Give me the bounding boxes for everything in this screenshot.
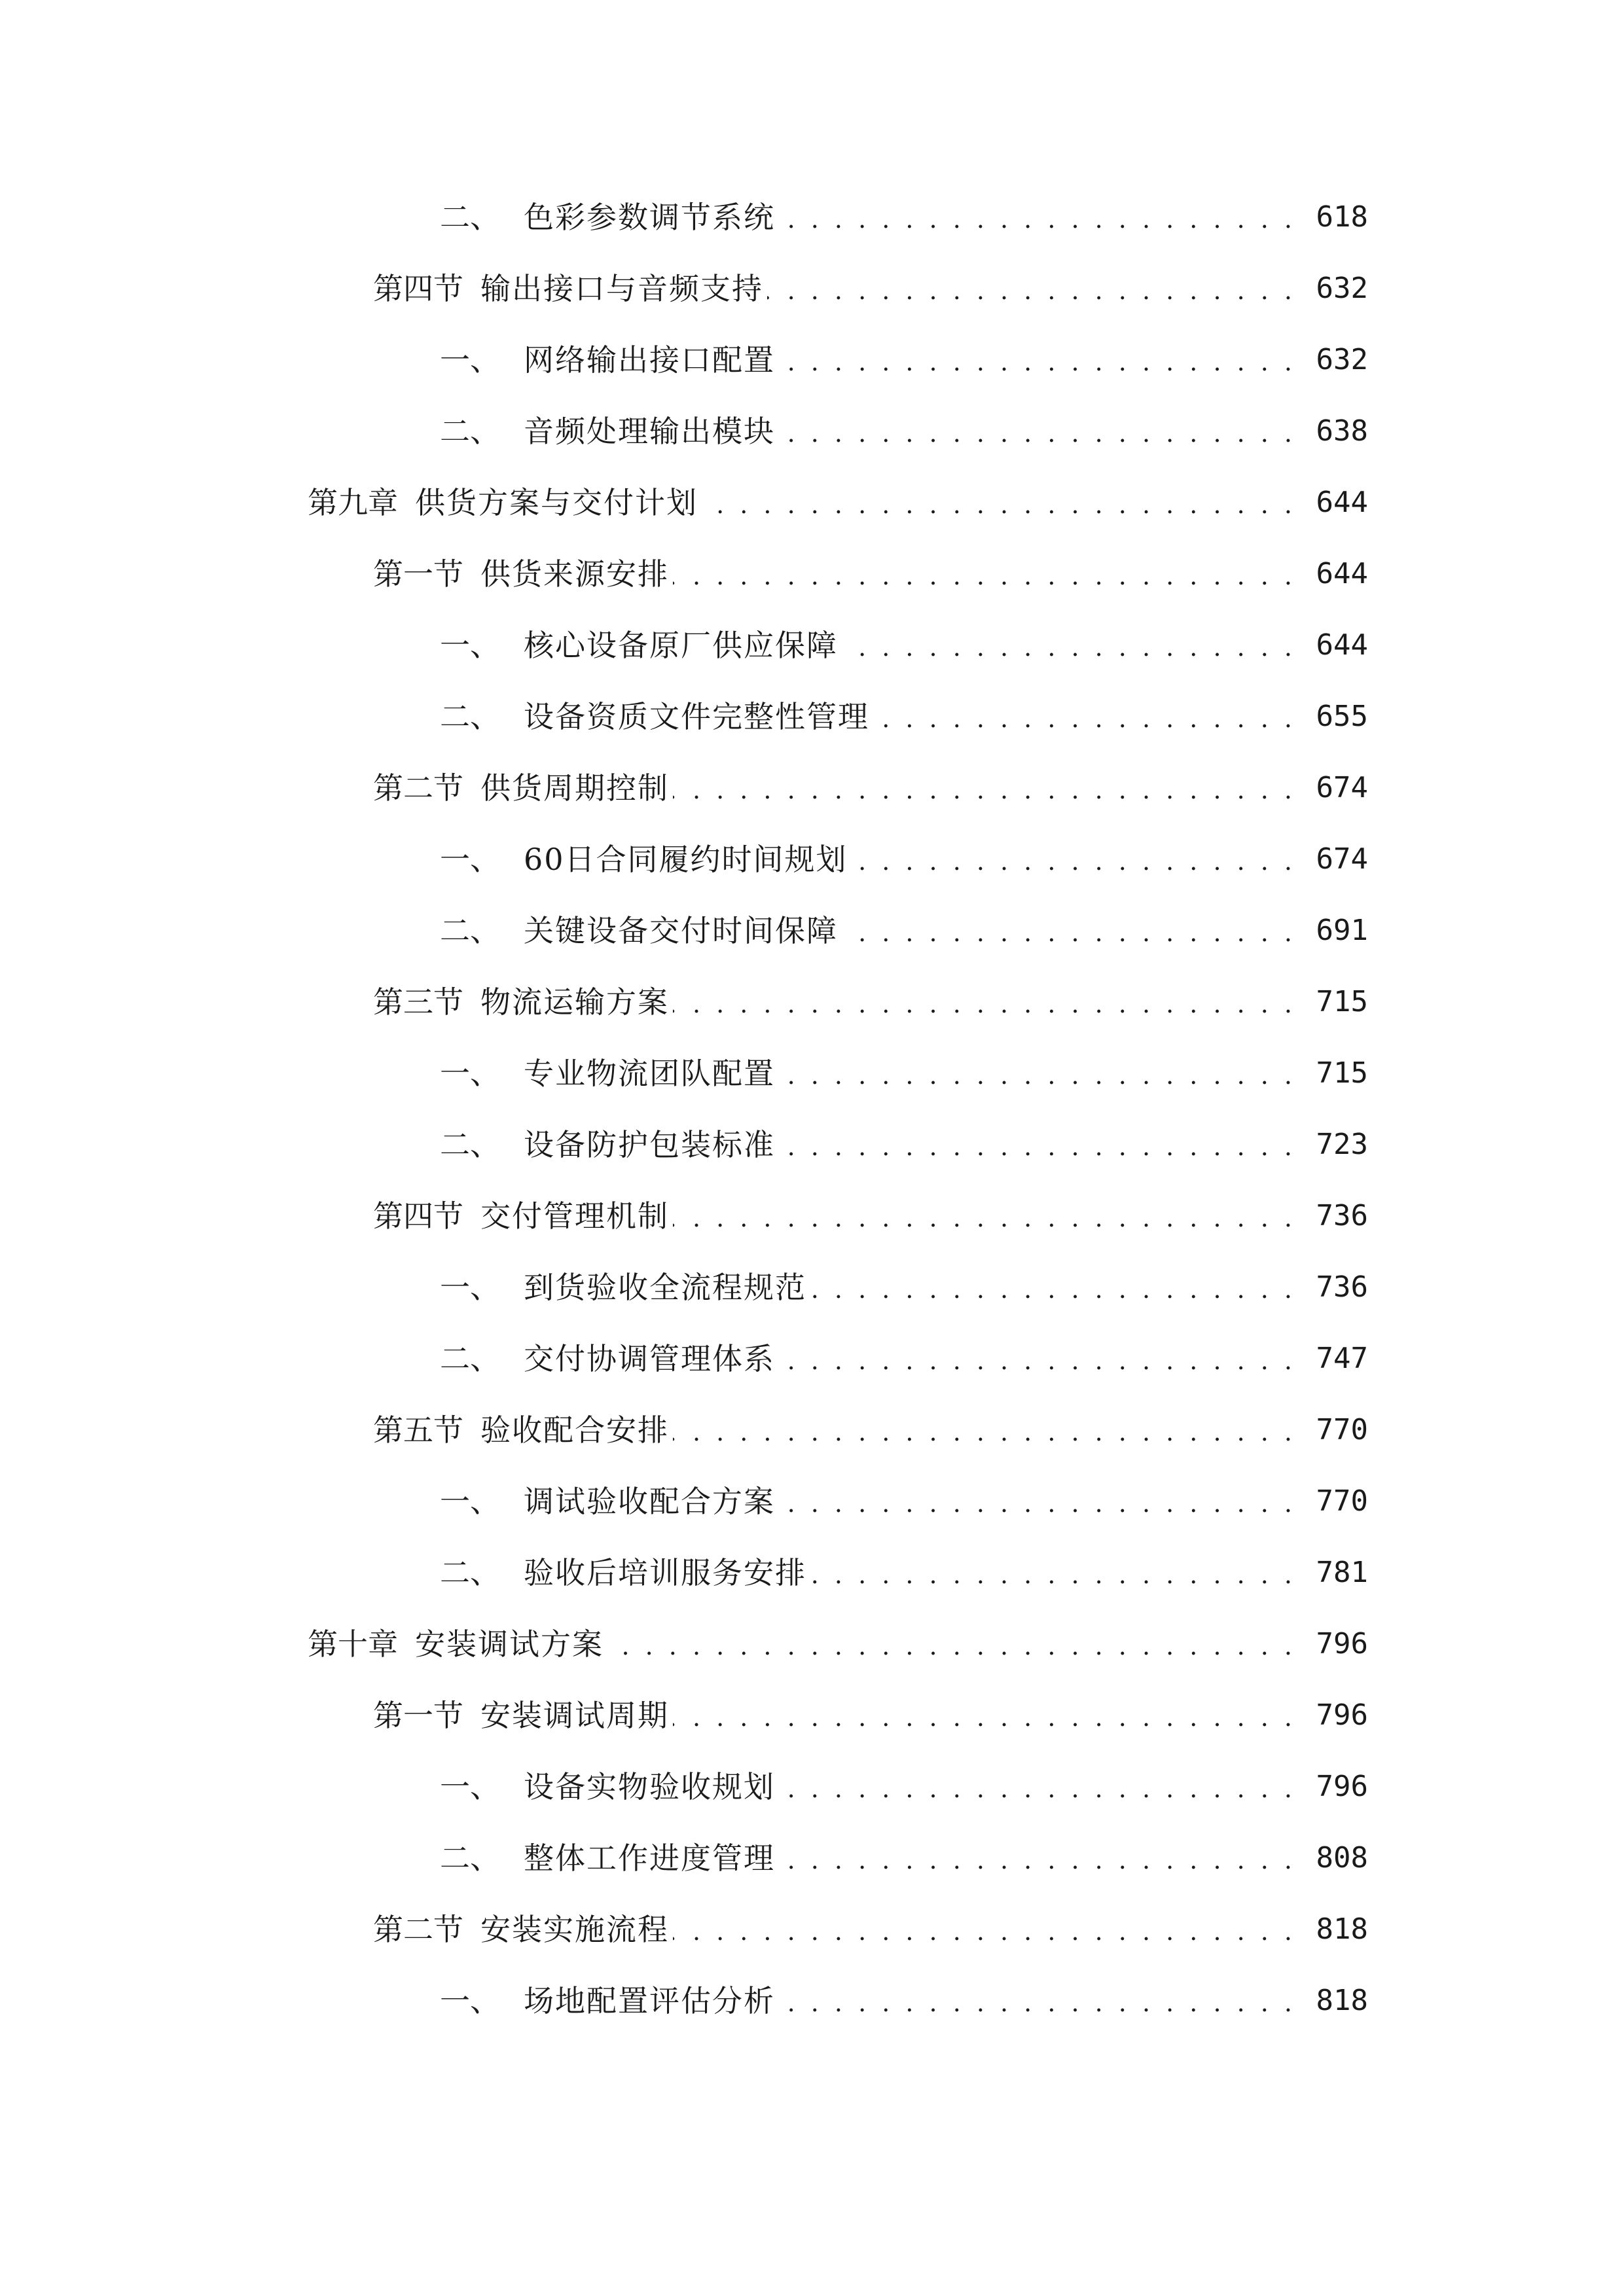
toc-entry-title: 验收配合安排 — [480, 1412, 669, 1448]
toc-entry[interactable] — [440, 1549, 1368, 1596]
dot-leader — [673, 1407, 1296, 1454]
toc-entry-title: 设备防护包装标准 — [524, 1127, 775, 1162]
toc-entry[interactable] — [440, 336, 1368, 384]
toc-entry-page: 644 — [1316, 628, 1368, 662]
toc-entry-page: 644 — [1316, 486, 1368, 519]
dot-leader — [779, 1121, 1296, 1168]
toc-entry[interactable] — [373, 1407, 1368, 1454]
toc-entry-page: 655 — [1316, 700, 1368, 733]
toc-entry-number: 二、 — [440, 200, 500, 235]
toc-entry-title: 60日合同履约时间规划 — [524, 842, 848, 877]
toc-entry-title: 核心设备原厂供应保障 — [524, 628, 838, 663]
dot-leader — [842, 907, 1296, 954]
toc-entry[interactable] — [440, 1121, 1368, 1168]
toc-entry-number: 第四节 — [373, 271, 463, 306]
toc-entry-number: 二、 — [440, 1555, 500, 1590]
dot-leader — [779, 1977, 1296, 2024]
toc-entry[interactable] — [373, 1906, 1368, 1953]
toc-entry-title: 物流运输方案 — [480, 984, 669, 1020]
toc-entry[interactable] — [373, 978, 1368, 1026]
toc-entry[interactable] — [308, 479, 1368, 526]
toc-entry[interactable] — [440, 408, 1368, 455]
dot-leader — [673, 1193, 1296, 1240]
toc-entry-number: 二、 — [440, 1840, 500, 1876]
toc-entry-title: 供货来源安排 — [480, 556, 669, 592]
toc-entry-page: 632 — [1316, 343, 1368, 376]
toc-entry[interactable] — [440, 194, 1368, 241]
toc-entry-number: 二、 — [440, 1127, 500, 1162]
toc-entry[interactable] — [440, 836, 1368, 883]
toc-entry-number: 第四节 — [373, 1198, 463, 1234]
toc-entry[interactable] — [373, 1193, 1368, 1240]
toc-entry-page: 818 — [1316, 1984, 1368, 2017]
dot-leader — [779, 336, 1296, 384]
toc-entry[interactable] — [373, 265, 1368, 312]
toc-entry-page: 818 — [1316, 1912, 1368, 1946]
dot-leader — [779, 1835, 1296, 1882]
toc-entry-page: 808 — [1316, 1841, 1368, 1874]
toc-entry-number: 第三节 — [373, 984, 463, 1020]
toc-entry-number: 第二节 — [373, 1912, 463, 1947]
dot-leader — [673, 550, 1296, 598]
toc-entry-number: 一、 — [440, 842, 500, 877]
toc-entry-title: 交付协调管理体系 — [524, 1341, 775, 1376]
dot-leader — [607, 1621, 1296, 1668]
dot-leader — [673, 1692, 1296, 1739]
toc-entry-page: 674 — [1316, 771, 1368, 804]
toc-entry-page: 736 — [1316, 1270, 1368, 1304]
toc-entry[interactable] — [440, 693, 1368, 740]
toc-entry[interactable] — [308, 1621, 1368, 1668]
toc-entry-page: 715 — [1316, 1056, 1368, 1090]
dot-leader — [810, 1549, 1296, 1596]
toc-entry-number: 一、 — [440, 1270, 500, 1305]
toc-entry-number: 第九章 — [308, 485, 398, 520]
toc-entry[interactable] — [440, 622, 1368, 669]
toc-entry-number: 第十章 — [308, 1626, 398, 1662]
toc-entry-number: 第一节 — [373, 556, 463, 592]
dot-leader — [702, 479, 1296, 526]
toc-entry[interactable] — [440, 1977, 1368, 2024]
toc-entry-page: 781 — [1316, 1556, 1368, 1589]
dot-leader — [810, 1264, 1296, 1311]
toc-entry-number: 二、 — [440, 414, 500, 449]
toc-entry-number: 第一节 — [373, 1698, 463, 1733]
toc-entry-number: 二、 — [440, 1341, 500, 1376]
toc-entry[interactable] — [373, 550, 1368, 598]
toc-entry-number: 二、 — [440, 913, 500, 948]
toc-entry[interactable] — [440, 1335, 1368, 1382]
toc-entry-page: 618 — [1316, 200, 1368, 234]
toc-entry-title: 网络输出接口配置 — [524, 342, 775, 378]
dot-leader — [779, 1763, 1296, 1810]
toc-entry-number: 第二节 — [373, 770, 463, 806]
toc-entry-title: 场地配置评估分析 — [524, 1983, 775, 2018]
dot-leader — [767, 265, 1296, 312]
toc-entry[interactable] — [440, 1050, 1368, 1097]
dot-leader — [779, 1478, 1296, 1525]
toc-entry-page: 723 — [1316, 1128, 1368, 1161]
dot-leader — [673, 978, 1296, 1026]
toc-entry-title: 色彩参数调节系统 — [524, 200, 775, 235]
dot-leader — [673, 1906, 1296, 1953]
toc-entry-number: 一、 — [440, 342, 500, 378]
toc-entry[interactable] — [440, 1264, 1368, 1311]
toc-entry-title: 设备资质文件完整性管理 — [524, 699, 869, 734]
toc-entry-page: 638 — [1316, 414, 1368, 448]
toc-entry[interactable] — [440, 1478, 1368, 1525]
toc-entry-title: 交付管理机制 — [480, 1198, 669, 1234]
toc-entry-title: 安装调试周期 — [480, 1698, 669, 1733]
toc-entry-page: 747 — [1316, 1342, 1368, 1375]
toc-entry-title: 设备实物验收规划 — [524, 1769, 775, 1804]
dot-leader — [779, 194, 1296, 241]
toc-entry-title: 供货周期控制 — [480, 770, 669, 806]
toc-entry-title: 音频处理输出模块 — [524, 414, 775, 449]
dot-leader — [779, 1050, 1296, 1097]
toc-entry-page: 770 — [1316, 1484, 1368, 1518]
toc-entry-page: 770 — [1316, 1413, 1368, 1446]
toc-entry-title: 安装调试方案 — [415, 1626, 604, 1662]
toc-entry-title: 专业物流团队配置 — [524, 1056, 775, 1091]
toc-entry-number: 一、 — [440, 628, 500, 663]
toc-entry-title: 供货方案与交付计划 — [415, 485, 698, 520]
toc-entry-title: 整体工作进度管理 — [524, 1840, 775, 1876]
toc-entry-title: 安装实施流程 — [480, 1912, 669, 1947]
dot-leader — [873, 693, 1296, 740]
toc-entry-title: 输出接口与音频支持 — [480, 271, 763, 306]
toc-entry-title: 验收后培训服务安排 — [524, 1555, 806, 1590]
toc-entry[interactable] — [440, 1835, 1368, 1882]
toc-entry-page: 691 — [1316, 914, 1368, 947]
dot-leader — [779, 1335, 1296, 1382]
toc-entry[interactable] — [440, 1763, 1368, 1810]
dot-leader — [842, 622, 1296, 669]
toc-entry-number: 第五节 — [373, 1412, 463, 1448]
toc-entry-title: 关键设备交付时间保障 — [524, 913, 838, 948]
toc-entry-title: 到货验收全流程规范 — [524, 1270, 806, 1305]
toc-entry-page: 736 — [1316, 1199, 1368, 1232]
toc-entry[interactable] — [373, 764, 1368, 812]
toc-entry-number: 一、 — [440, 1769, 500, 1804]
toc-entry[interactable] — [440, 907, 1368, 954]
toc-entry-page: 796 — [1316, 1627, 1368, 1660]
toc-entry[interactable] — [373, 1692, 1368, 1739]
toc-entry-number: 一、 — [440, 1484, 500, 1519]
toc-entry-title: 调试验收配合方案 — [524, 1484, 775, 1519]
toc-entry-page: 644 — [1316, 557, 1368, 590]
dot-leader — [779, 408, 1296, 455]
toc-entry-page: 796 — [1316, 1770, 1368, 1803]
toc-entry-page: 715 — [1316, 985, 1368, 1018]
toc-entry-number: 一、 — [440, 1983, 500, 2018]
toc-entry-number: 一、 — [440, 1056, 500, 1091]
toc-entry-number: 二、 — [440, 699, 500, 734]
toc-entry-page: 674 — [1316, 842, 1368, 876]
toc-entry-page: 796 — [1316, 1698, 1368, 1732]
toc-entry-page: 632 — [1316, 272, 1368, 305]
dot-leader — [673, 764, 1296, 812]
dot-leader — [852, 836, 1296, 883]
